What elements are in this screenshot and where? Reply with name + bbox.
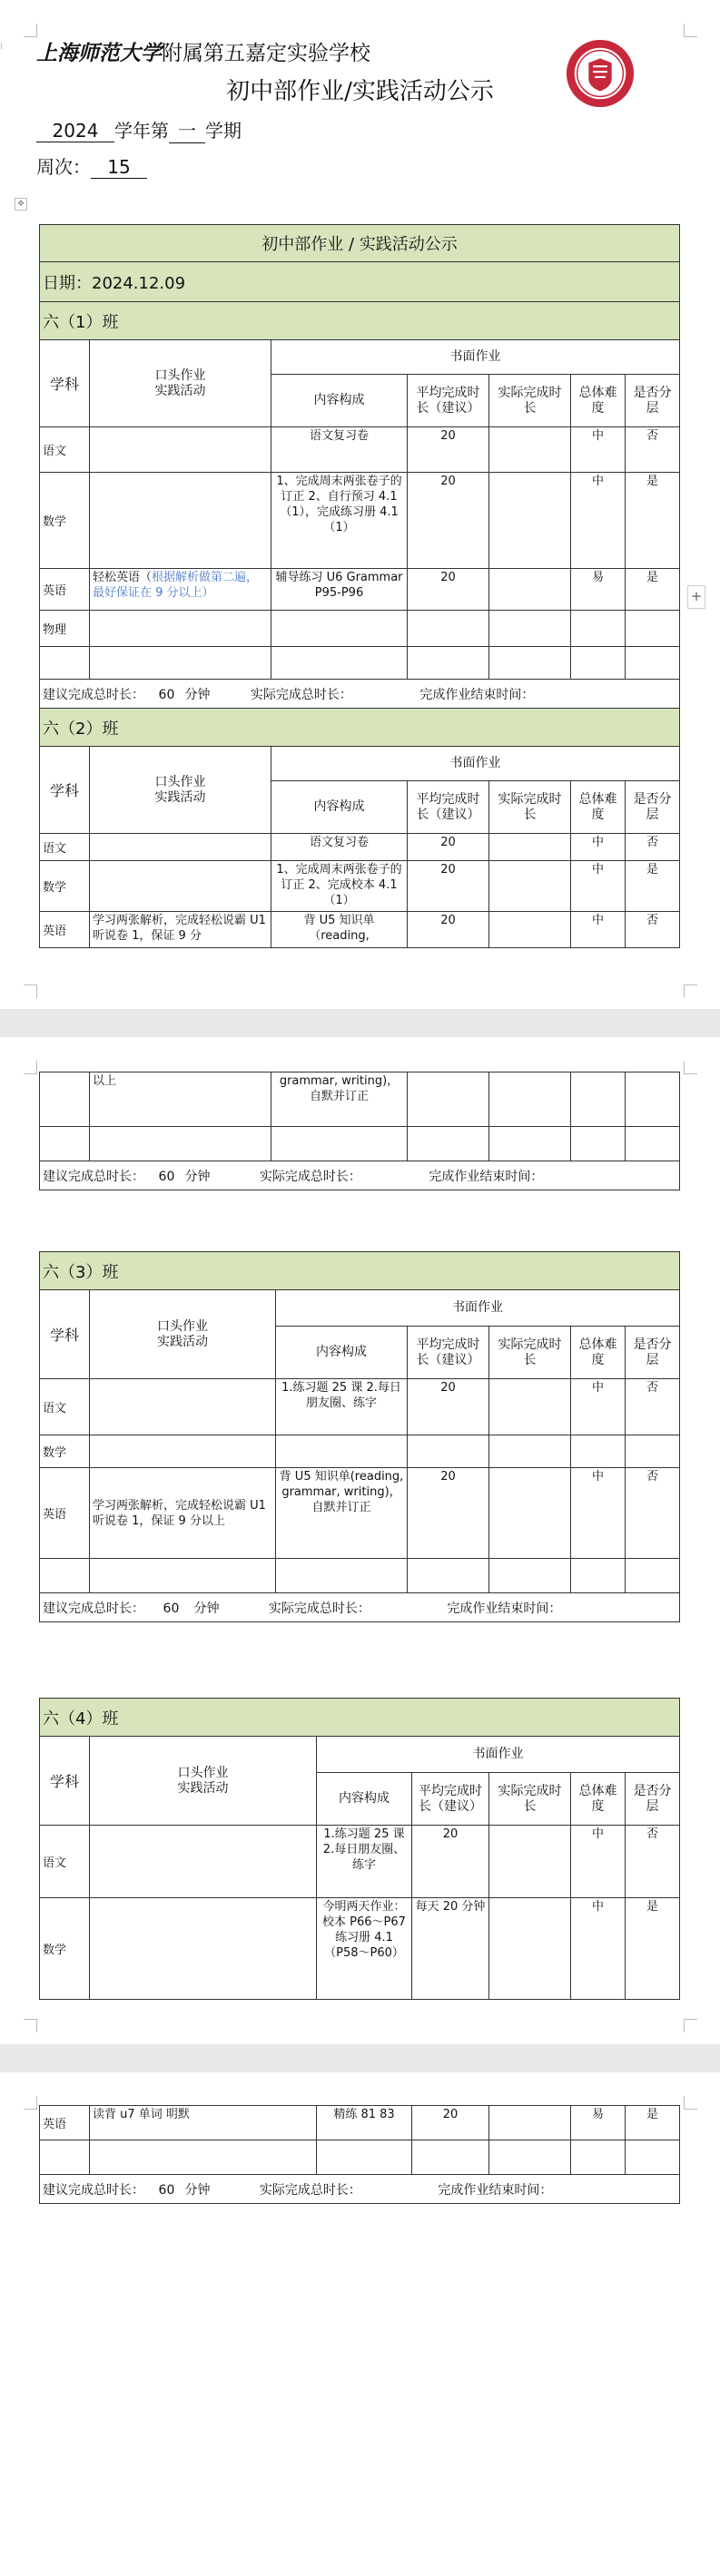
- cell-subject: 语文: [40, 1379, 90, 1435]
- crop-mark: [684, 984, 697, 998]
- cell-avg[interactable]: 20: [408, 473, 489, 569]
- cell-content[interactable]: 语文复习卷: [271, 834, 408, 861]
- cell-content[interactable]: 1.练习题 25 课 2.每日朋友圈、练字: [317, 1826, 412, 1898]
- cell-subject: 数学: [40, 861, 90, 912]
- table-row: [40, 647, 680, 680]
- cell-oral[interactable]: [90, 1898, 317, 2000]
- suggest-label: 建议完成总时长：: [43, 687, 144, 702]
- cell-subject: 数学: [40, 473, 90, 569]
- cell-content[interactable]: 1、完成周末两张卷子的订正 2、自行预习 4.1（1），完成练习册 4.1（1）: [271, 473, 408, 569]
- suggest-total: 60: [158, 2182, 175, 2198]
- cell-content[interactable]: 背 U5 知识单（reading,: [271, 912, 408, 948]
- cell-difficulty[interactable]: [571, 611, 626, 647]
- cell-difficulty[interactable]: 中: [571, 427, 626, 473]
- cell-actual[interactable]: [489, 473, 571, 569]
- crop-mark: [24, 984, 37, 998]
- summary: [40, 2175, 680, 2204]
- cell-oral[interactable]: [90, 834, 271, 861]
- cell-oral[interactable]: [90, 473, 271, 569]
- col-avg: 平均完成时长（建议）: [408, 781, 489, 834]
- cell-avg[interactable]: 20: [408, 1468, 489, 1559]
- cell-actual[interactable]: [489, 569, 571, 611]
- table-row: [40, 1898, 680, 2000]
- homework-table-2: [39, 1251, 680, 1622]
- col-layered: 是否分层: [626, 1327, 680, 1379]
- cell-actual[interactable]: [489, 427, 571, 473]
- term-value: 一: [169, 116, 205, 143]
- cell-subject: 英语: [40, 1468, 90, 1559]
- cell-actual[interactable]: [489, 1379, 571, 1435]
- col-oral-label: 口头作业: [154, 774, 206, 789]
- table-row: [40, 1379, 680, 1435]
- class-name: 六（1）班: [40, 302, 680, 340]
- cell-avg[interactable]: 20: [408, 912, 489, 948]
- cell-difficulty[interactable]: 中: [571, 912, 626, 948]
- col-content: 内容构成: [271, 375, 408, 427]
- table-row: [40, 473, 680, 569]
- cell-subject: 数学: [40, 1435, 90, 1468]
- cell-subject: 英语: [40, 569, 90, 611]
- cell-oral[interactable]: [90, 1826, 317, 1898]
- col-actual: 实际完成时长: [489, 1327, 571, 1379]
- cell-avg[interactable]: 20: [408, 427, 489, 473]
- cell-layered[interactable]: 是: [626, 861, 680, 912]
- cell-actual[interactable]: [489, 1468, 571, 1559]
- col-actual: 实际完成时长: [489, 1773, 571, 1826]
- crop-mark: [24, 1061, 37, 1074]
- col-written: 书面作业: [276, 1290, 680, 1327]
- cell-content[interactable]: [271, 611, 408, 647]
- col-layered: 是否分层: [626, 375, 680, 427]
- page-2: [0, 1037, 720, 2044]
- suggest-total: 60: [158, 1169, 175, 1184]
- cell-oral[interactable]: 读背 u7 单词 明默: [90, 2106, 317, 2140]
- table-row: [40, 611, 680, 647]
- cell-content[interactable]: 精练 81 83: [317, 2106, 412, 2140]
- cell-layered[interactable]: 否: [626, 427, 680, 473]
- cell-avg[interactable]: 20: [408, 569, 489, 611]
- oral-text: 轻松英语（: [93, 571, 153, 584]
- suggest-label: 建议完成总时长：: [43, 2182, 144, 2198]
- cell-avg[interactable]: 20: [408, 1379, 489, 1435]
- suggest-label: 建议完成总时长：: [43, 1601, 144, 1616]
- crop-mark: [684, 1061, 697, 1074]
- week-value: 15: [91, 156, 147, 179]
- school-name-bold: 上海师范大学: [36, 41, 162, 65]
- col-subject: 学科: [40, 747, 90, 834]
- col-oral: [90, 1290, 276, 1379]
- table-row: [40, 1073, 680, 1127]
- oral-note: 根据解析做第二遍，最好保证在 9 分以上）: [93, 571, 259, 600]
- col-actual: 实际完成时长: [489, 781, 571, 834]
- col-layered: 是否分层: [626, 781, 680, 834]
- table-row: [40, 1559, 680, 1593]
- cell-layered[interactable]: 否: [626, 834, 680, 861]
- week-label: 周次：: [36, 156, 91, 178]
- col-practice-label: 实践活动: [154, 383, 206, 398]
- cell-avg[interactable]: 20: [412, 1826, 489, 1898]
- col-content: 内容构成: [317, 1773, 412, 1826]
- cell-oral[interactable]: [90, 611, 271, 647]
- cell-subject: 英语: [40, 2106, 90, 2140]
- term-label: 学年第: [114, 120, 169, 142]
- cell-avg[interactable]: [408, 611, 489, 647]
- col-oral-label: 口头作业: [157, 1318, 208, 1334]
- cell-content[interactable]: 今明两天作业：校本 P66～P67 练习册 4.1（P58～P60）: [317, 1898, 412, 2000]
- table-row: [40, 427, 680, 473]
- cell-actual[interactable]: [489, 912, 571, 948]
- school-name-rest: 附属第五嘉定实验学校: [162, 42, 370, 65]
- class-name: 六（3）班: [40, 1252, 680, 1290]
- end-time-label: 完成作业结束时间：: [447, 1601, 562, 1616]
- col-subject: 学科: [40, 340, 90, 427]
- table-row: [40, 1826, 680, 1898]
- col-actual: 实际完成时长: [489, 375, 571, 427]
- crop-mark: [684, 24, 697, 37]
- col-oral-label: 口头作业: [154, 367, 206, 383]
- cell-difficulty[interactable]: 易: [571, 2106, 626, 2140]
- table-row: [40, 569, 680, 611]
- col-subject: 学科: [40, 1737, 90, 1826]
- cell-actual[interactable]: [489, 611, 571, 647]
- suggest-total: 60: [158, 687, 175, 702]
- col-content: 内容构成: [276, 1327, 408, 1379]
- cell-difficulty[interactable]: 中: [571, 834, 626, 861]
- cell-avg[interactable]: 20: [412, 2106, 489, 2140]
- cell-difficulty[interactable]: 中: [571, 1379, 626, 1435]
- actual-total-label: 实际完成总时长：: [268, 1601, 370, 1616]
- cell-subject: 物理: [40, 611, 90, 647]
- table-row: [40, 1435, 680, 1468]
- cell-content[interactable]: 1.练习题 25 课 2.每日朋友圈、练字: [276, 1379, 408, 1435]
- col-avg: 平均完成时长（建议）: [408, 1327, 489, 1379]
- cell-content[interactable]: 辅导练习 U6 Grammar P95-P96: [271, 569, 408, 611]
- page-3: [0, 2072, 720, 2576]
- cell-subject: 英语: [40, 912, 90, 948]
- cell-avg[interactable]: 20: [408, 834, 489, 861]
- cell-layered[interactable]: 否: [626, 912, 680, 948]
- table-row: [40, 912, 680, 948]
- col-content: 内容构成: [271, 781, 408, 834]
- col-written: 书面作业: [317, 1737, 680, 1773]
- cell-difficulty[interactable]: 易: [571, 569, 626, 611]
- col-oral: [90, 747, 271, 834]
- week-line: [36, 152, 147, 179]
- summary-row: [40, 1161, 680, 1190]
- end-time-label: 完成作业结束时间：: [429, 1169, 544, 1184]
- doc-title: 初中部作业/实践活动公示: [226, 78, 494, 105]
- crop-mark: [684, 2096, 697, 2110]
- col-avg: 平均完成时长（建议）: [408, 375, 489, 427]
- col-oral: [90, 340, 271, 427]
- col-layered: 是否分层: [626, 1773, 680, 1826]
- minutes-label: 分钟: [184, 687, 211, 702]
- cell-actual[interactable]: [489, 1826, 571, 1898]
- end-time-label: 完成作业结束时间：: [419, 687, 535, 702]
- cell-difficulty[interactable]: 中: [571, 473, 626, 569]
- cell-layered[interactable]: 否: [626, 1826, 680, 1898]
- cell-oral[interactable]: 学习两张解析，完成轻松说霸 U1 听说卷 1，保证 9 分: [90, 912, 271, 948]
- col-practice-label: 实践活动: [154, 789, 206, 805]
- cell-layered[interactable]: 是: [626, 1898, 680, 2000]
- cell-oral[interactable]: [90, 569, 271, 611]
- add-row-button[interactable]: +: [687, 585, 705, 609]
- minutes-label: 分钟: [184, 1169, 211, 1184]
- col-oral-label: 口头作业: [177, 1765, 229, 1780]
- col-written: 书面作业: [271, 340, 680, 375]
- cell-oral[interactable]: [90, 1379, 276, 1435]
- table-row: [40, 2140, 680, 2175]
- homework-table-1-continued: [39, 1072, 680, 1190]
- page-1: [0, 0, 720, 1009]
- cell-difficulty[interactable]: 中: [571, 1898, 626, 2000]
- term-line: [36, 116, 242, 143]
- col-subject: 学科: [40, 1290, 90, 1379]
- table-row: [40, 1127, 680, 1161]
- col-avg: 平均完成时长（建议）: [412, 1773, 489, 1826]
- cell-avg[interactable]: 20: [408, 861, 489, 912]
- col-difficulty: 总体难度: [571, 375, 626, 427]
- homework-table-3: [39, 1698, 680, 2000]
- cell-oral[interactable]: 以上: [90, 1073, 271, 1127]
- school-logo-icon: [565, 38, 636, 109]
- actual-total-label: 实际完成总时长：: [259, 1169, 361, 1184]
- homework-table-3-continued: [39, 2105, 680, 2204]
- cell-layered[interactable]: 否: [626, 1379, 680, 1435]
- class-name: 六（2）班: [40, 709, 680, 747]
- col-difficulty: 总体难度: [571, 1327, 626, 1379]
- cell-content[interactable]: 1、完成周末两张卷子的订正 2、完成校本 4.1（1）: [271, 861, 408, 912]
- col-practice-label: 实践活动: [177, 1780, 229, 1796]
- cell-difficulty[interactable]: 中: [571, 1826, 626, 1898]
- actual-total-label: 实际完成总时长：: [250, 687, 352, 702]
- summary-row: [40, 2175, 680, 2204]
- suggest-label: 建议完成总时长：: [43, 1169, 144, 1184]
- cell-subject: 语文: [40, 1826, 90, 1898]
- col-difficulty: 总体难度: [571, 781, 626, 834]
- summary: [40, 680, 680, 709]
- homework-table-1: [39, 224, 680, 948]
- crop-mark: [684, 2019, 697, 2032]
- table-move-handle-icon[interactable]: ✥: [15, 198, 27, 211]
- col-written: 书面作业: [271, 747, 680, 781]
- table-title: 初中部作业 / 实践活动公示: [40, 225, 680, 262]
- cell-difficulty[interactable]: 中: [571, 861, 626, 912]
- cell-content[interactable]: grammar, writing)，自默并订正: [271, 1073, 408, 1127]
- summary-row: [40, 1593, 680, 1622]
- cell-layered[interactable]: 是: [626, 473, 680, 569]
- cell-content[interactable]: 背 U5 知识单(reading, grammar, writing)，自默并订正: [276, 1468, 408, 1559]
- end-time-label: 完成作业结束时间：: [438, 2182, 553, 2198]
- cell-layered[interactable]: 是: [626, 2106, 680, 2140]
- summary: [40, 1593, 680, 1622]
- anchor-icon: ⁝: [0, 42, 4, 52]
- cell-layered[interactable]: 是: [626, 569, 680, 611]
- table-row: [40, 2106, 680, 2140]
- cell-subject: 语文: [40, 834, 90, 861]
- summary-row: [40, 680, 680, 709]
- cell-oral[interactable]: [90, 861, 271, 912]
- term-suffix: 学期: [205, 120, 242, 142]
- crop-mark: [24, 2019, 37, 2032]
- actual-total-label: 实际完成总时长：: [259, 2182, 361, 2198]
- cell-avg[interactable]: 每天 20 分钟: [412, 1898, 489, 2000]
- cell-actual[interactable]: [489, 861, 571, 912]
- year-value: 2024: [36, 120, 114, 142]
- cell-oral[interactable]: 学习两张解析，完成轻松说霸 U1 听说卷 1，保证 9 分以上: [90, 1468, 276, 1559]
- cell-oral[interactable]: [90, 427, 271, 473]
- cell-subject: 数学: [40, 1898, 90, 2000]
- cell-layered[interactable]: [626, 611, 680, 647]
- cell-subject: 语文: [40, 427, 90, 473]
- cell-difficulty[interactable]: 中: [571, 1468, 626, 1559]
- class-name: 六（4）班: [40, 1699, 680, 1737]
- table-row: [40, 861, 680, 912]
- minutes-label: 分钟: [193, 1601, 220, 1616]
- crop-mark: [24, 24, 37, 37]
- table-date: 日期：2024.12.09: [40, 262, 680, 302]
- minutes-label: 分钟: [184, 2182, 211, 2198]
- cell-actual[interactable]: [489, 1898, 571, 2000]
- summary: [40, 1161, 680, 1190]
- table-row: [40, 1468, 680, 1559]
- col-practice-label: 实践活动: [157, 1334, 208, 1349]
- col-difficulty: 总体难度: [571, 1773, 626, 1826]
- school-name: [36, 36, 370, 66]
- cell-actual[interactable]: [489, 834, 571, 861]
- table-row: [40, 834, 680, 861]
- cell-layered[interactable]: 否: [626, 1468, 680, 1559]
- crop-mark: [24, 2096, 37, 2110]
- suggest-total: 60: [163, 1601, 180, 1616]
- cell-content[interactable]: 语文复习卷: [271, 427, 408, 473]
- col-oral: [90, 1737, 317, 1826]
- cell-actual[interactable]: [489, 2106, 571, 2140]
